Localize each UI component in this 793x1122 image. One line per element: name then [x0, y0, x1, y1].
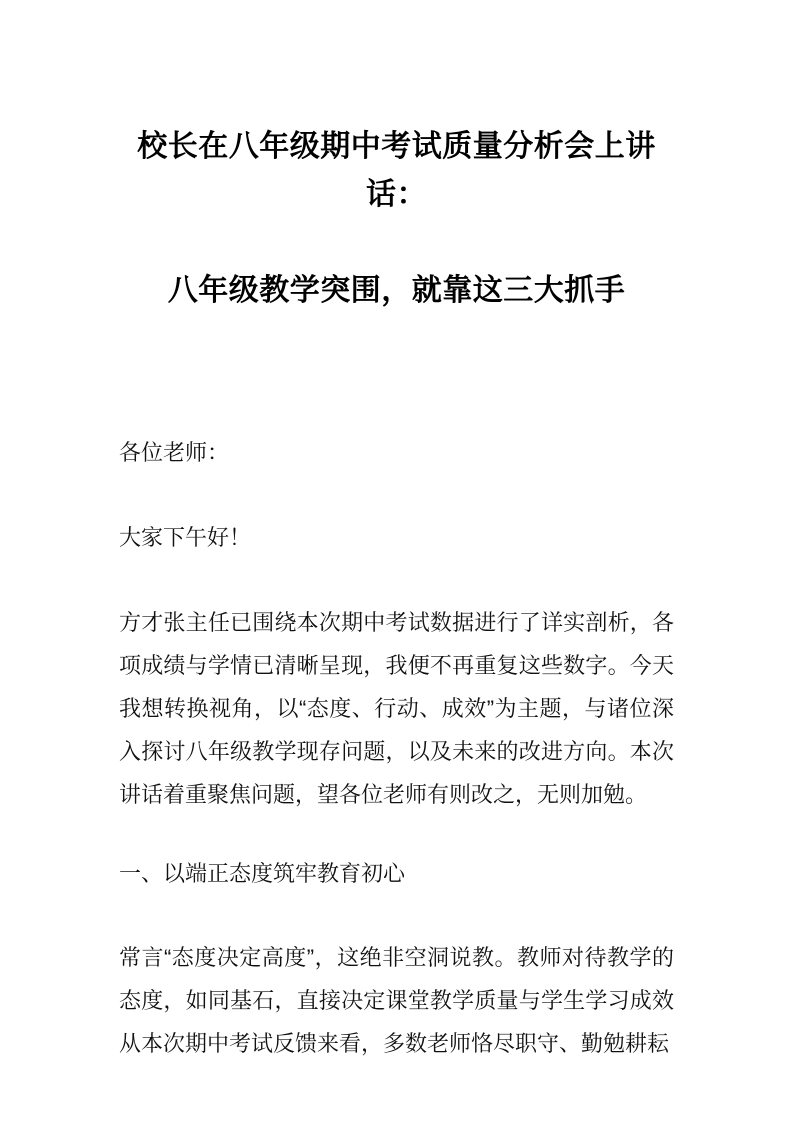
intro-paragraph: 方才张主任已围绕本次期中考试数据进行了详实剖析，各项成绩与学情已清晰呈现，我便不再重复这些数字。今天我想转换视角，以“态度、行动、成效”为主题，与诸位深入探讨八年级教学现存问题，以及未来的改进方向。本次讲话着重聚焦问题，望各位老师有则改之，无则加勉。 — [119, 610, 674, 807]
section-1-heading: 一、以端正态度筑牢教育初心 — [119, 861, 406, 886]
section-1-paragraph: 常言“态度决定高度”，这绝非空洞说教。教师对待教学的态度，如同基石，直接决定课堂教学质量与学生学习成效从本次期中考试反馈来看，多数老师恪尽职守、勤勉耕耘 — [119, 945, 674, 1056]
document-title-line-2: 八年级教学突围，就靠这三大抓手 — [167, 274, 626, 307]
document-content — [0, 123, 793, 1122]
greeting-text: 大家下午好！ — [119, 525, 252, 550]
document-title-line-1: 校长在八年级期中考试质量分析会上讲话： — [137, 130, 656, 211]
salutation-text: 各位老师： — [119, 440, 230, 465]
